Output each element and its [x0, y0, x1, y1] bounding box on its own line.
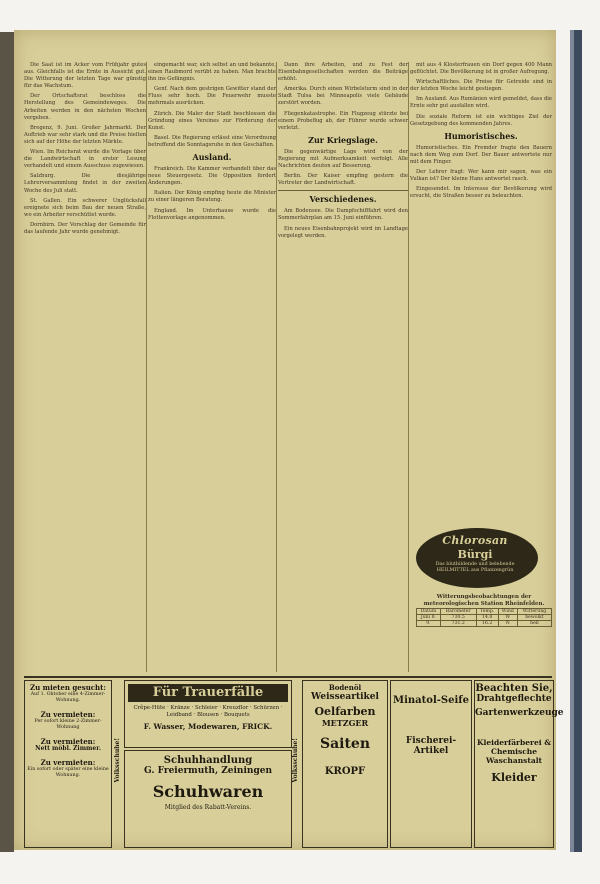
weisseartikel-title: Weisseartikel: [311, 692, 379, 702]
table-row: [417, 621, 552, 627]
ad-heading: Zu vermieten:: [40, 710, 96, 719]
beachten-ad: [474, 680, 564, 848]
section-heading-zur-kriegslage: Zur Kriegslage.: [308, 134, 378, 145]
article-paragraph: Eingesendet. Im Interesse der Bevölkerung wird ersucht, die Straßen besser zu beleuchten.: [410, 186, 552, 200]
article-paragraph: England. Im Unterhause wurde die Flottenvorlage angenommen.: [148, 207, 276, 221]
ad-heading: Zu mieten gesucht:: [30, 683, 106, 692]
table-cell: N: [498, 621, 517, 627]
article-paragraph: Die Saat ist im Acker vom Frühjahr gutes aus. Gleichfalls ist die Ernte in Aussicht gut. Die Witterung der letzten Tage war günstig für das Wachstum.: [24, 62, 146, 90]
rabatt-verein-note: Mitglied des Rabatt-Vereins.: [164, 804, 252, 811]
article-paragraph: Der Lehrer fragt: Wer kann mir sagen, was ein Vulkan ist? Der kleine Hans antwortet rasch.: [410, 169, 552, 183]
article-paragraph: Berlin. Der Kaiser empfing gestern die Vertreter der Landwirtschaft.: [278, 173, 408, 187]
table-cell: bewölkt: [517, 615, 551, 621]
kleiderfaerberei-title: Kleiderfärberei & Chemische Waschanstalt: [477, 738, 551, 765]
schuhhandlung-name: G. Freiermuth, Zeiningen: [143, 766, 273, 776]
column-rule: [408, 62, 409, 672]
book-spine: [574, 30, 582, 852]
trauerfaelle-shop: F. Wasser, Modewaren, FRICK.: [143, 722, 273, 731]
bodenoel-title: Bodenöl: [328, 683, 362, 692]
volksschuhe-left-label: Volksschuhe!: [114, 738, 121, 783]
weather-title: Witterungsbeobachtungen der meteorologischen Station Rheinfelden.: [423, 594, 545, 607]
column-1: [24, 62, 146, 672]
column-2: [148, 62, 276, 672]
background-margin: [0, 852, 600, 884]
article-paragraph: Die gegenwärtige Lage wird von der Regierung mit Aufmerksamkeit verfolgt. Alle Nachrichten deuten auf Besserung.: [278, 148, 408, 170]
ad-text: Auf 1. Oktober eine 4-Zimmer-Wohnung.: [30, 692, 106, 703]
table-header-cell: Wind: [498, 609, 517, 615]
classified-ads: [24, 680, 112, 848]
table-cell: hell: [517, 621, 551, 627]
table-header-cell: Temp.: [476, 609, 498, 615]
article-paragraph: Am Bodensee. Die Dampfschifffahrt wird den Sommerfahrplan am 15. Juni einführen.: [278, 208, 408, 222]
book-binding: [0, 32, 14, 852]
article-paragraph: Basel. Die Regierung erlässt eine Verordnung betreffend die Sonntagsruhe in den Geschäften.: [148, 134, 276, 148]
table-header-cell: Datum: [417, 609, 441, 615]
article-paragraph: Bregenz, 9. Juni. Großer Jahrmarkt. Der Auftrieb war sehr stark und die Preise hielten sich auf der Höhe der letzten Märkte.: [24, 124, 146, 145]
article-paragraph: eingemacht war, sich selbst an und bekannte, einen Raubmord verübt zu haben. Man brachte ihn ins Gefängnis.: [148, 62, 276, 83]
table-header-cell: Barometer: [440, 609, 476, 615]
minatol-ad: [390, 680, 472, 848]
schuhhandlung-ad: [124, 750, 292, 848]
table-cell: 14.8: [476, 615, 498, 621]
ad-heading: Zu vermieten:: [40, 758, 96, 767]
ad-text: Nett möbl. Zimmer.: [35, 745, 101, 752]
chlorosan-logo-title: Chlorosan: [442, 534, 508, 547]
article-paragraph: Salzburg. Die diesjährige Lehrerversammlung findet in der zweiten Woche des Juli statt.: [24, 173, 146, 194]
article-paragraph: Im Ausland. Aus Rumänien wird gemeldet, dass die Ernte sehr gut ausfallen wird.: [410, 96, 552, 110]
oelfarben-title: Oelfarben: [314, 705, 376, 718]
newspaper-page: [14, 30, 564, 850]
column-rule: [276, 62, 277, 672]
metzger-name: METZGER: [321, 718, 369, 728]
article-paragraph: Die soziale Reform ist ein wichtiges Ziel der Gesetzgebung des kommenden Jahres.: [410, 113, 552, 127]
column-4: [410, 62, 552, 560]
schuhwaren-heading: Schuhwaren: [152, 782, 264, 801]
chlorosan-logo-subtitle: Bürgi: [457, 548, 493, 561]
table-cell: 730.5: [440, 615, 476, 621]
article-paragraph: St. Gallen. Ein schwerer Unglücksfall ereignete sich beim Bau der neuen Straße, wo ein Arbeiter verschüttet wurde.: [24, 197, 146, 218]
divider: [278, 190, 408, 191]
trauerfaelle-title: Für Trauerfälle: [128, 684, 288, 702]
beachten-title: Beachten Sie,: [475, 683, 553, 694]
column-3: [278, 62, 408, 672]
article-paragraph: Zürich. Die Maler der Stadt beschlossen die Gründung eines Vereines zur Förderung der Kunst.: [148, 110, 276, 131]
article-paragraph: mit aus 4 Klosterfrauen ein Dorf gegen 400 Mann geflüchtet. Die Bevölkerung ist in großer Aufregung.: [410, 62, 552, 76]
table-cell: 731.2: [440, 621, 476, 627]
article-paragraph: Dann ihre Arbeiten, und zu Fest der Eisenbahngesellschaften werden die Beiträge erhöht.: [278, 62, 408, 83]
article-paragraph: Humoristisches. Ein Fremder fragte den Bauern nach dem Weg zum Dorf. Der Bauer antwortete nur mit dem Finger.: [410, 144, 552, 165]
table-header-cell: Witterung: [517, 609, 551, 615]
table-cell: 16.2: [476, 621, 498, 627]
drahtgeflechte-title: Drahtgeflechte: [476, 694, 552, 704]
section-heading-verschiedenes: Verschiedenes.: [309, 194, 377, 205]
gartenwerkzeuge-title: Gartenwerkzeuge: [475, 708, 564, 718]
table-cell: 9.: [417, 621, 441, 627]
trauerfaelle-items: Crêpe-Hüte · Kränze · Schleier · Kreuzflor · Schürzen · Leidband · Blousen · Bouquets: [133, 705, 283, 718]
chlorosan-advertisement: [416, 528, 536, 588]
chlorosan-logo-tagline: Das blutbildende und belebende HEILMITTEL aus Pflanzengrün: [435, 562, 515, 573]
schuhhandlung-title: Schuhhandlung: [163, 755, 253, 766]
ad-text: Per sofort kleine 2-Zimmer-Wohnung: [34, 719, 102, 730]
ad-text: Ein sofort oder später eine kleine Wohnung.: [27, 767, 109, 778]
weather-observations: [416, 594, 552, 627]
fischerei-title: Fischerei-Artikel: [405, 736, 457, 756]
ad-heading: Zu vermieten:: [40, 737, 96, 746]
article-paragraph: Wien. Im Reichsrat wurde die Vorlage über die Landwirtschaft in erster Lesung verhandelt und einem Ausschuss zugewiesen.: [24, 149, 146, 170]
saiten-title: Saiten: [319, 736, 371, 752]
article-paragraph: Genf. Nach dem gestrigen Gewitter stand der Fluss sehr hoch. Die Feuerwehr musste mehrmals ausrücken.: [148, 86, 276, 107]
trauerfaelle-ad: [124, 680, 292, 748]
article-paragraph: Fliegenkatastrophe. Ein Flugzeug stürzte bei einem Probeflug ab, der Führer wurde schwer verletzt.: [278, 110, 408, 131]
article-paragraph: Amerika. Durch einen Wirbelsturm sind in der Stadt Tulsa bei Minneapolis viele Gebäude zerstört worden.: [278, 86, 408, 107]
article-paragraph: Italien. Der König empfing heute die Minister zu einer längeren Beratung.: [148, 190, 276, 204]
section-heading-ausland: Ausland.: [192, 152, 232, 163]
article-paragraph: Frankreich. Die Kammer verhandelt über das neue Steuergesetz. Die Opposition fordert Änderungen.: [148, 166, 276, 187]
table-cell: W: [498, 615, 517, 621]
weather-table: [416, 608, 552, 627]
volksschuhe-right-label: Volksschuhe!: [292, 738, 299, 783]
kropf-title: KROPF: [324, 766, 366, 777]
section-heading-humoristisches: Humoristisches.: [444, 130, 518, 141]
table-cell: Juni 8.: [417, 615, 441, 621]
article-paragraph: Der Ortschaftsrat beschloss die Herstellung des Gemeindeweges. Die Arbeiten werden in den nächsten Wochen vergeben.: [24, 93, 146, 121]
article-paragraph: Ein neues Eisenbahnprojekt wird im Landtage vorgelegt werden.: [278, 225, 408, 239]
article-paragraph: Wirtschaftliches. Die Preise für Getreide sind in der letzten Woche leicht gestiegen.: [410, 79, 552, 93]
article-paragraph: Dornbirn. Der Vorschlag der Gemeinde für das laufende Jahr wurde genehmigt.: [24, 221, 146, 235]
column-rule: [146, 62, 147, 672]
advertisement-section: [24, 676, 564, 848]
bodenoel-ad: [302, 680, 388, 848]
minatol-title: Minatol-Seife: [393, 695, 469, 706]
kleider-name: Kleider: [491, 771, 537, 784]
